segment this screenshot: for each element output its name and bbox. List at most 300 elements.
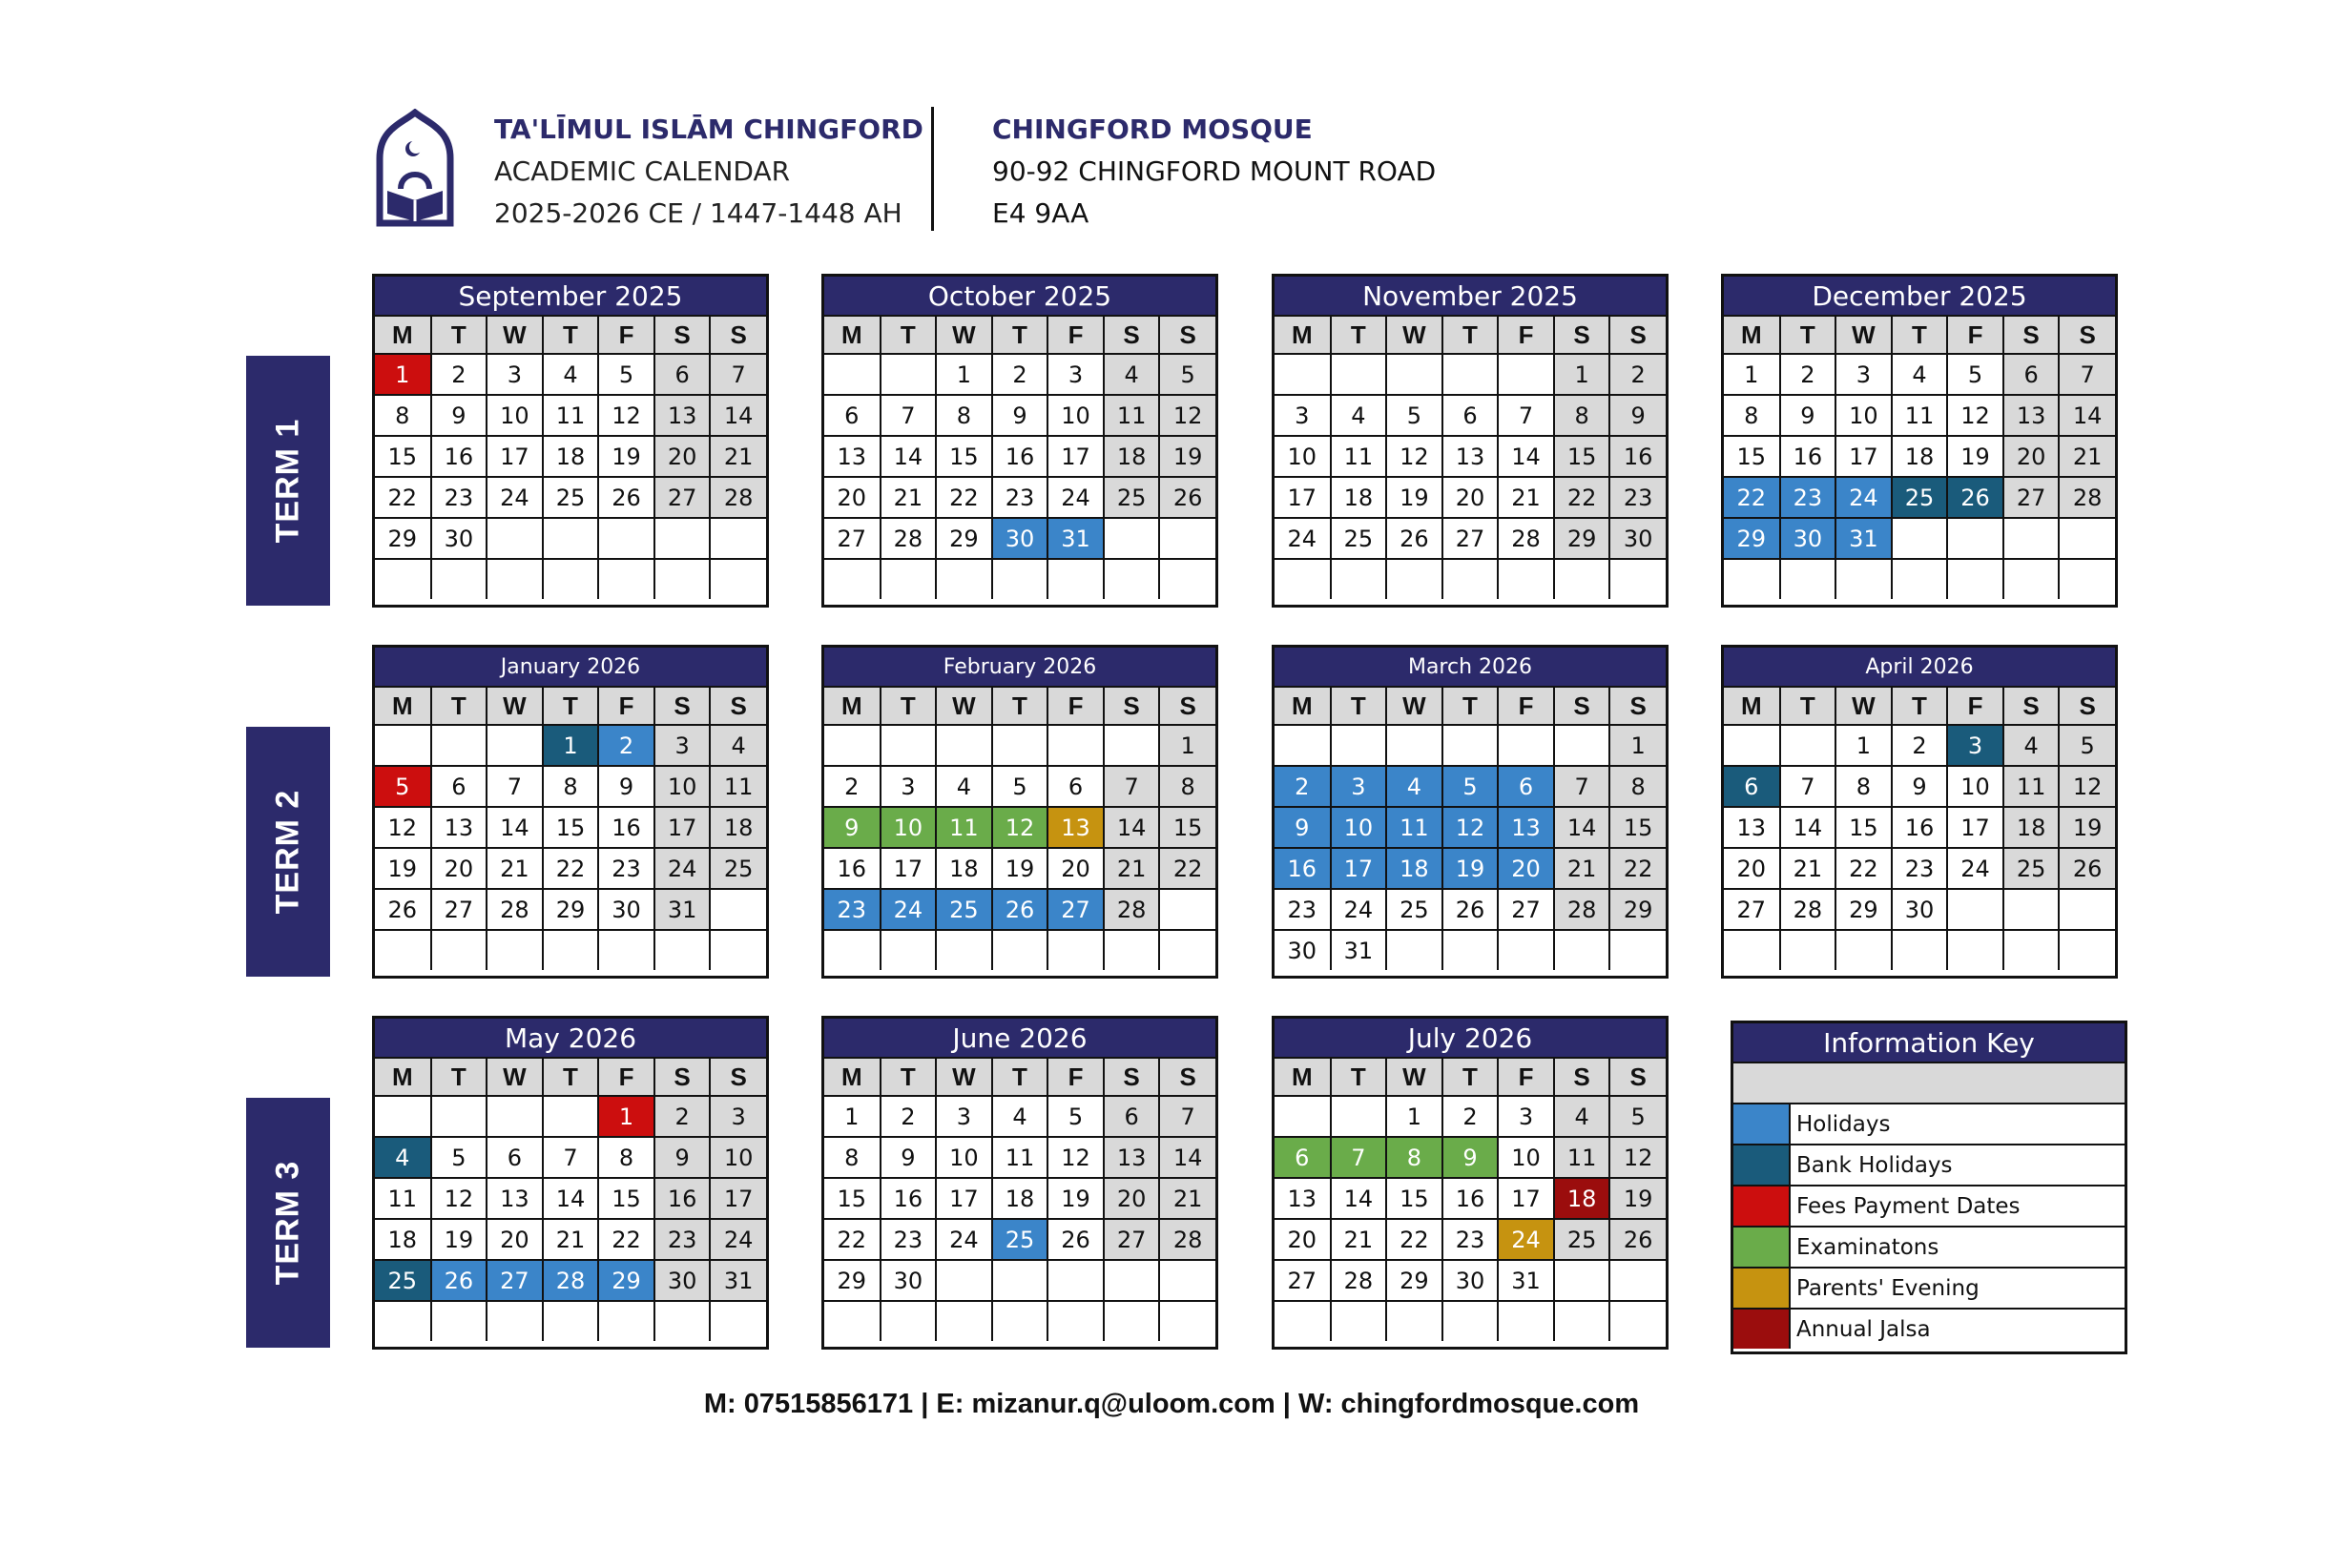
month-title: November 2025: [1275, 277, 1666, 315]
day-cell: 19: [1442, 848, 1499, 889]
day-cell: 21: [881, 477, 937, 518]
day-cell: 23: [1609, 477, 1666, 518]
empty-cell: [1047, 1301, 1104, 1341]
day-cell: 2: [824, 766, 881, 807]
day-cell: 26: [1609, 1219, 1666, 1260]
day-cell: 27: [2003, 477, 2060, 518]
day-cell: 10: [654, 766, 711, 807]
day-cell: 19: [992, 848, 1048, 889]
day-cell: 24: [710, 1219, 766, 1260]
key-item: [1733, 1308, 2125, 1349]
day-cell: 8: [824, 1137, 881, 1178]
empty-cell: [1554, 725, 1610, 766]
day-cell: 25: [1104, 477, 1160, 518]
day-cell: 24: [1331, 889, 1387, 930]
day-cell: 25: [543, 477, 599, 518]
day-cell: 6: [654, 354, 711, 395]
day-cell: 9: [598, 766, 654, 807]
day-cell: 18: [1331, 477, 1387, 518]
day-cell: 23: [1275, 889, 1331, 930]
weekday-header: S: [654, 1058, 711, 1096]
day-cell: 2: [598, 725, 654, 766]
address-postcode: E4 9AA: [992, 197, 1089, 229]
day-cell: 13: [824, 436, 881, 477]
day-cell: 9: [992, 395, 1048, 436]
day-cell: 8: [1386, 1137, 1442, 1178]
day-cell: 18: [1892, 436, 1948, 477]
day-cell: 22: [1386, 1219, 1442, 1260]
day-cell: 4: [1331, 395, 1387, 436]
weekday-header: S: [1104, 1058, 1160, 1096]
day-cell: 7: [710, 354, 766, 395]
weekday-header: F: [1498, 1058, 1554, 1096]
day-cell: 25: [936, 889, 992, 930]
day-cell: 27: [1104, 1219, 1160, 1260]
weekday-header: F: [598, 316, 654, 354]
day-cell: 12: [1386, 436, 1442, 477]
day-cell: 26: [431, 1260, 487, 1301]
weekday-header: S: [1554, 316, 1610, 354]
day-cell: 16: [824, 848, 881, 889]
day-cell: 20: [1275, 1219, 1331, 1260]
month-title: March 2026: [1275, 648, 1666, 686]
day-cell: 31: [654, 889, 711, 930]
day-cell: 2: [1275, 766, 1331, 807]
day-cell: 31: [1047, 518, 1104, 559]
day-cell: 25: [710, 848, 766, 889]
day-cell: 20: [1104, 1178, 1160, 1219]
day-cell: 29: [1835, 889, 1892, 930]
day-cell: 5: [1047, 1096, 1104, 1137]
day-cell: 10: [1047, 395, 1104, 436]
empty-cell: [824, 354, 881, 395]
day-cell: 29: [936, 518, 992, 559]
day-cell: 4: [375, 1137, 431, 1178]
empty-cell: [1047, 725, 1104, 766]
day-cell: 16: [1442, 1178, 1499, 1219]
day-cell: 21: [543, 1219, 599, 1260]
empty-cell: [1609, 930, 1666, 970]
day-cell: 26: [598, 477, 654, 518]
day-cell: 17: [881, 848, 937, 889]
day-cell: 7: [1331, 1137, 1387, 1178]
month-calendar: [821, 274, 1218, 608]
day-cell: 18: [992, 1178, 1048, 1219]
term-2-label: TERM 2: [246, 727, 330, 977]
weekday-header: T: [1780, 316, 1836, 354]
empty-cell: [598, 930, 654, 970]
empty-cell: [1947, 889, 2003, 930]
month-calendar: [821, 1016, 1218, 1350]
empty-cell: [710, 930, 766, 970]
day-cell: 17: [710, 1178, 766, 1219]
day-cell: 6: [1498, 766, 1554, 807]
empty-cell: [1835, 930, 1892, 970]
day-cell: 26: [992, 889, 1048, 930]
empty-cell: [2003, 930, 2060, 970]
weekday-header: W: [487, 687, 543, 725]
day-cell: 28: [710, 477, 766, 518]
day-cell: 3: [881, 766, 937, 807]
day-cell: 14: [487, 807, 543, 848]
weekday-header: T: [1331, 316, 1387, 354]
empty-cell: [543, 518, 599, 559]
empty-cell: [598, 1301, 654, 1341]
day-cell: 9: [1780, 395, 1836, 436]
empty-cell: [1104, 559, 1160, 599]
day-cell: 29: [824, 1260, 881, 1301]
empty-cell: [1386, 930, 1442, 970]
weekday-header: T: [1442, 316, 1499, 354]
weekday-header: M: [1724, 687, 1780, 725]
day-cell: 3: [936, 1096, 992, 1137]
key-label: Examinatons: [1796, 1234, 1939, 1260]
day-cell: 12: [1442, 807, 1499, 848]
day-cell: 9: [1892, 766, 1948, 807]
empty-cell: [487, 930, 543, 970]
day-cell: 10: [1498, 1137, 1554, 1178]
day-cell: 15: [1554, 436, 1610, 477]
empty-cell: [375, 1301, 431, 1341]
key-label: Parents' Evening: [1796, 1275, 1980, 1301]
weekday-header: S: [1554, 687, 1610, 725]
day-cell: 8: [1835, 766, 1892, 807]
organisation-title: TA'LĪMUL ISLĀM CHINGFORD: [494, 113, 923, 145]
day-cell: 15: [375, 436, 431, 477]
day-cell: 4: [1104, 354, 1160, 395]
day-cell: 1: [1554, 354, 1610, 395]
month-title: September 2025: [375, 277, 766, 315]
day-cell: 19: [375, 848, 431, 889]
day-cell: 24: [936, 1219, 992, 1260]
day-cell: 29: [1724, 518, 1780, 559]
day-cell: 30: [1609, 518, 1666, 559]
day-cell: 28: [2059, 477, 2115, 518]
weekday-header: T: [543, 687, 599, 725]
day-cell: 2: [992, 354, 1048, 395]
key-swatch: [1733, 1104, 1791, 1144]
day-cell: 18: [543, 436, 599, 477]
day-cell: 4: [1892, 354, 1948, 395]
empty-cell: [431, 930, 487, 970]
day-cell: 1: [1609, 725, 1666, 766]
day-cell: 16: [992, 436, 1048, 477]
month-calendar: [1272, 1016, 1669, 1350]
day-cell: 15: [1609, 807, 1666, 848]
day-cell: 25: [375, 1260, 431, 1301]
day-cell: 29: [1554, 518, 1610, 559]
day-cell: 17: [654, 807, 711, 848]
day-cell: 13: [431, 807, 487, 848]
empty-cell: [1331, 354, 1387, 395]
empty-cell: [1442, 930, 1499, 970]
day-cell: 20: [431, 848, 487, 889]
empty-cell: [1892, 518, 1948, 559]
day-cell: 2: [431, 354, 487, 395]
day-cell: 4: [1554, 1096, 1610, 1137]
day-cell: 29: [598, 1260, 654, 1301]
organisation-block: [494, 109, 923, 235]
day-cell: 2: [1609, 354, 1666, 395]
empty-cell: [431, 725, 487, 766]
day-cell: 19: [1947, 436, 2003, 477]
empty-cell: [936, 1301, 992, 1341]
day-cell: 13: [654, 395, 711, 436]
day-cell: 30: [992, 518, 1048, 559]
day-cell: 30: [881, 1260, 937, 1301]
day-cell: 12: [992, 807, 1048, 848]
weekday-header: M: [1275, 687, 1331, 725]
day-cell: 21: [2059, 436, 2115, 477]
day-cell: 19: [431, 1219, 487, 1260]
weekday-header: S: [1554, 1058, 1610, 1096]
day-cell: 16: [881, 1178, 937, 1219]
day-cell: 27: [654, 477, 711, 518]
key-blank-row: [1733, 1062, 2125, 1103]
day-cell: 12: [1609, 1137, 1666, 1178]
day-cell: 22: [1159, 848, 1215, 889]
header-divider: [931, 107, 934, 231]
day-cell: 7: [487, 766, 543, 807]
day-cell: 9: [824, 807, 881, 848]
key-title: Information Key: [1733, 1023, 2125, 1062]
empty-cell: [654, 930, 711, 970]
day-cell: 26: [1047, 1219, 1104, 1260]
weekday-header: M: [375, 1058, 431, 1096]
day-cell: 5: [2059, 725, 2115, 766]
key-swatch: [1733, 1269, 1791, 1308]
day-cell: 14: [710, 395, 766, 436]
empty-cell: [487, 725, 543, 766]
day-cell: 6: [1724, 766, 1780, 807]
empty-cell: [1104, 930, 1160, 970]
day-cell: 21: [487, 848, 543, 889]
empty-cell: [881, 1301, 937, 1341]
day-cell: 8: [936, 395, 992, 436]
day-cell: 11: [710, 766, 766, 807]
day-cell: 3: [654, 725, 711, 766]
day-cell: 23: [1780, 477, 1836, 518]
month-title: May 2026: [375, 1019, 766, 1057]
key-label: Bank Holidays: [1796, 1152, 1953, 1178]
weekday-header: S: [710, 687, 766, 725]
weekday-header: T: [992, 1058, 1048, 1096]
empty-cell: [1554, 1301, 1610, 1341]
day-cell: 26: [1442, 889, 1499, 930]
empty-cell: [2003, 518, 2060, 559]
day-cell: 14: [1554, 807, 1610, 848]
weekday-header: W: [487, 1058, 543, 1096]
weekday-header: T: [1892, 316, 1948, 354]
weekday-header: T: [1892, 687, 1948, 725]
day-cell: 21: [1554, 848, 1610, 889]
day-cell: 28: [1780, 889, 1836, 930]
empty-cell: [375, 930, 431, 970]
empty-cell: [543, 930, 599, 970]
day-cell: 30: [654, 1260, 711, 1301]
day-cell: 3: [1835, 354, 1892, 395]
day-cell: 13: [2003, 395, 2060, 436]
month-calendar: [1721, 645, 2118, 979]
day-cell: 11: [375, 1178, 431, 1219]
day-cell: 16: [1609, 436, 1666, 477]
day-cell: 23: [431, 477, 487, 518]
empty-cell: [1780, 930, 1836, 970]
day-cell: 16: [1275, 848, 1331, 889]
day-cell: 3: [1498, 1096, 1554, 1137]
month-calendar: [821, 645, 1218, 979]
day-cell: 1: [543, 725, 599, 766]
empty-cell: [824, 1301, 881, 1341]
weekday-header: S: [1609, 1058, 1666, 1096]
empty-cell: [487, 518, 543, 559]
day-cell: 19: [1609, 1178, 1666, 1219]
day-cell: 12: [431, 1178, 487, 1219]
day-cell: 22: [936, 477, 992, 518]
day-cell: 16: [654, 1178, 711, 1219]
day-cell: 1: [1835, 725, 1892, 766]
day-cell: 27: [1047, 889, 1104, 930]
day-cell: 6: [1104, 1096, 1160, 1137]
day-cell: 13: [1275, 1178, 1331, 1219]
day-cell: 23: [824, 889, 881, 930]
day-cell: 5: [431, 1137, 487, 1178]
day-cell: 23: [881, 1219, 937, 1260]
empty-cell: [654, 1301, 711, 1341]
day-cell: 1: [598, 1096, 654, 1137]
term-3-label: TERM 3: [246, 1098, 330, 1348]
day-cell: 6: [824, 395, 881, 436]
weekday-header: S: [2059, 316, 2115, 354]
day-cell: 20: [1047, 848, 1104, 889]
day-cell: 21: [710, 436, 766, 477]
day-cell: 17: [1275, 477, 1331, 518]
weekday-header: F: [1498, 316, 1554, 354]
day-cell: 8: [1554, 395, 1610, 436]
day-cell: 4: [936, 766, 992, 807]
day-cell: 14: [543, 1178, 599, 1219]
day-cell: 20: [1442, 477, 1499, 518]
day-cell: 17: [1498, 1178, 1554, 1219]
month-calendar: [372, 274, 769, 608]
day-cell: 28: [881, 518, 937, 559]
day-cell: 10: [1275, 436, 1331, 477]
empty-cell: [1609, 1260, 1666, 1301]
empty-cell: [992, 725, 1048, 766]
day-cell: 4: [710, 725, 766, 766]
day-cell: 27: [487, 1260, 543, 1301]
day-cell: 3: [1047, 354, 1104, 395]
day-cell: 12: [1159, 395, 1215, 436]
day-cell: 28: [1159, 1219, 1215, 1260]
day-cell: 27: [1724, 889, 1780, 930]
empty-cell: [936, 1260, 992, 1301]
day-cell: 28: [1331, 1260, 1387, 1301]
day-cell: 31: [1498, 1260, 1554, 1301]
day-cell: 6: [431, 766, 487, 807]
day-cell: 30: [1275, 930, 1331, 970]
empty-cell: [1498, 725, 1554, 766]
day-cell: 2: [654, 1096, 711, 1137]
empty-cell: [375, 1096, 431, 1137]
month-calendar: [372, 1016, 769, 1350]
day-cell: 22: [1724, 477, 1780, 518]
day-cell: 6: [2003, 354, 2060, 395]
day-cell: 21: [1498, 477, 1554, 518]
empty-cell: [992, 559, 1048, 599]
day-cell: 26: [2059, 848, 2115, 889]
day-cell: 8: [598, 1137, 654, 1178]
key-label: Annual Jalsa: [1796, 1316, 1931, 1342]
day-cell: 24: [1275, 518, 1331, 559]
empty-cell: [1331, 725, 1387, 766]
weekday-header: M: [824, 316, 881, 354]
empty-cell: [1104, 518, 1160, 559]
day-cell: 19: [1159, 436, 1215, 477]
empty-cell: [1835, 559, 1892, 599]
weekday-header: T: [1331, 1058, 1387, 1096]
day-cell: 18: [1554, 1178, 1610, 1219]
day-cell: 13: [1442, 436, 1499, 477]
day-cell: 24: [1835, 477, 1892, 518]
empty-cell: [881, 930, 937, 970]
empty-cell: [992, 1260, 1048, 1301]
day-cell: 11: [1554, 1137, 1610, 1178]
weekday-header: W: [936, 687, 992, 725]
weekday-header: T: [1780, 687, 1836, 725]
day-cell: 3: [1947, 725, 2003, 766]
day-cell: 18: [2003, 807, 2060, 848]
empty-cell: [1275, 1096, 1331, 1137]
day-cell: 5: [992, 766, 1048, 807]
day-cell: 11: [543, 395, 599, 436]
empty-cell: [1609, 1301, 1666, 1341]
weekday-header: W: [936, 316, 992, 354]
empty-cell: [992, 930, 1048, 970]
empty-cell: [1892, 559, 1948, 599]
empty-cell: [992, 1301, 1048, 1341]
day-cell: 15: [1386, 1178, 1442, 1219]
address-street: 90-92 CHINGFORD MOUNT ROAD: [992, 155, 1437, 187]
day-cell: 25: [2003, 848, 2060, 889]
day-cell: 13: [1724, 807, 1780, 848]
day-cell: 5: [1442, 766, 1499, 807]
day-cell: 14: [2059, 395, 2115, 436]
day-cell: 25: [1331, 518, 1387, 559]
day-cell: 14: [1780, 807, 1836, 848]
day-cell: 12: [2059, 766, 2115, 807]
weekday-header: M: [1275, 1058, 1331, 1096]
day-cell: 7: [543, 1137, 599, 1178]
day-cell: 8: [375, 395, 431, 436]
day-cell: 6: [487, 1137, 543, 1178]
empty-cell: [1104, 725, 1160, 766]
empty-cell: [1554, 1260, 1610, 1301]
day-cell: 9: [1442, 1137, 1499, 1178]
day-cell: 14: [1498, 436, 1554, 477]
weekday-header: T: [543, 1058, 599, 1096]
empty-cell: [543, 1096, 599, 1137]
month-calendar: [1272, 645, 1669, 979]
day-cell: 18: [936, 848, 992, 889]
day-cell: 1: [1159, 725, 1215, 766]
day-cell: 20: [1498, 848, 1554, 889]
day-cell: 24: [1047, 477, 1104, 518]
weekday-header: S: [2003, 687, 2060, 725]
empty-cell: [1047, 1260, 1104, 1301]
day-cell: 18: [375, 1219, 431, 1260]
day-cell: 1: [824, 1096, 881, 1137]
